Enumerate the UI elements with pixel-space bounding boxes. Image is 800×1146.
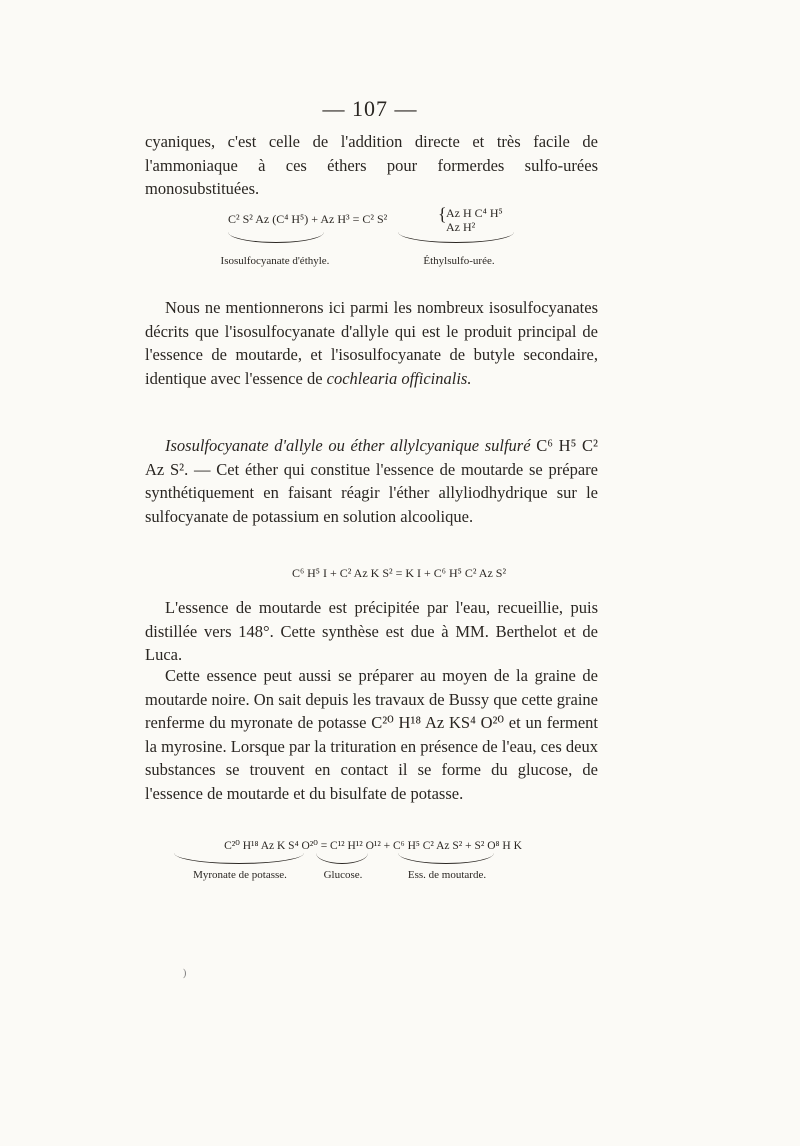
equation-3-label-3: Ess. de moutarde. [407,869,487,881]
paragraph-2 [145,296,598,390]
equation-1-bracket: { [438,204,447,224]
paragraph-3-text: C⁶ H⁵ C² Az S². — Cet éther qui constitue l'essence de moutarde se prépare synthétiquement en faisant réagir l'éther allyliodhydrique sur le sulfocyanate de potassium en solution alcoolique. [145,436,598,526]
equation-1-label-left: Isosulfocyanate d'éthyle. [220,255,330,267]
equation-2: C⁶ H⁵ I + C² Az K S² = K I + C⁶ H⁵ C² Az S² [291,566,507,580]
paragraph-2-text: Nous ne mentionnerons ici parmi les nombreux isosulfocyanates décrits que l'isosulfocyanate d'allyle qui est le produit principal de l'essence de moutarde, et l'isosulfocyanate de butyle secondaire, identique avec l'essence de [145,298,598,388]
margin-mark: ) [183,968,187,979]
section-heading: Isosulfocyanate d'allyle ou éther allylcyanique sulfuré [165,436,531,455]
paragraph-5 [145,664,598,805]
paragraph-4 [145,596,598,667]
equation-1-left: C² S² Az (C⁴ H⁵) + Az H³ = C² S² [228,212,388,226]
equation-3-label-2: Glucose. [323,869,363,881]
equation-3: C²⁰ H¹⁸ Az K S⁴ O²⁰ = C¹² H¹² O¹² + C⁶ H⁵ C² Az S² + S² O⁸ H K [224,840,522,852]
equation-1-right-top: Az H C⁴ H⁵ [446,206,503,220]
intro-paragraph [145,130,598,201]
equation-1 [228,212,387,227]
equation-3-brace-2 [316,853,368,864]
equation-1-brace-left [228,232,324,243]
equation-3-brace-3 [398,853,494,864]
equation-1-label-right: Éthylsulfo-urée. [423,255,495,267]
paragraph-3 [145,434,598,528]
intro-text: cyaniques, c'est celle de l'addition directe et très facile de l'ammoniaque à ces éthers pour formerdes sulfo-urées monosubstituées. [145,132,598,198]
equation-3-label-1: Myronate de potasse. [193,869,287,881]
page-number: — 107 — [322,96,418,121]
equation-1-brace-right [398,232,514,243]
paragraph-4-text: L'essence de moutarde est précipitée par l'eau, recueillie, puis distillée vers 148°. Cette synthèse est due à MM. Berthelot et de Luca. [145,598,598,664]
paragraph-2-italic: cochlearia officinalis. [326,368,472,388]
equation-3-brace-1 [174,853,304,864]
equation-1-right-bottom: Az H² [446,220,476,234]
paragraph-5-text: Cette essence peut aussi se préparer au moyen de la graine de moutarde noire. On sait depuis les travaux de Bussy que cette graine renferme du myronate de potasse C²⁰ H¹⁸ Az KS⁴ O²⁰ et un ferment la myrosine. Lorsque par la trituration en présence de l'eau, ces deux substances se trouvent en contact il se forme du glucose, de l'essence de moutarde et du bisulfate de potasse. [145,666,598,803]
